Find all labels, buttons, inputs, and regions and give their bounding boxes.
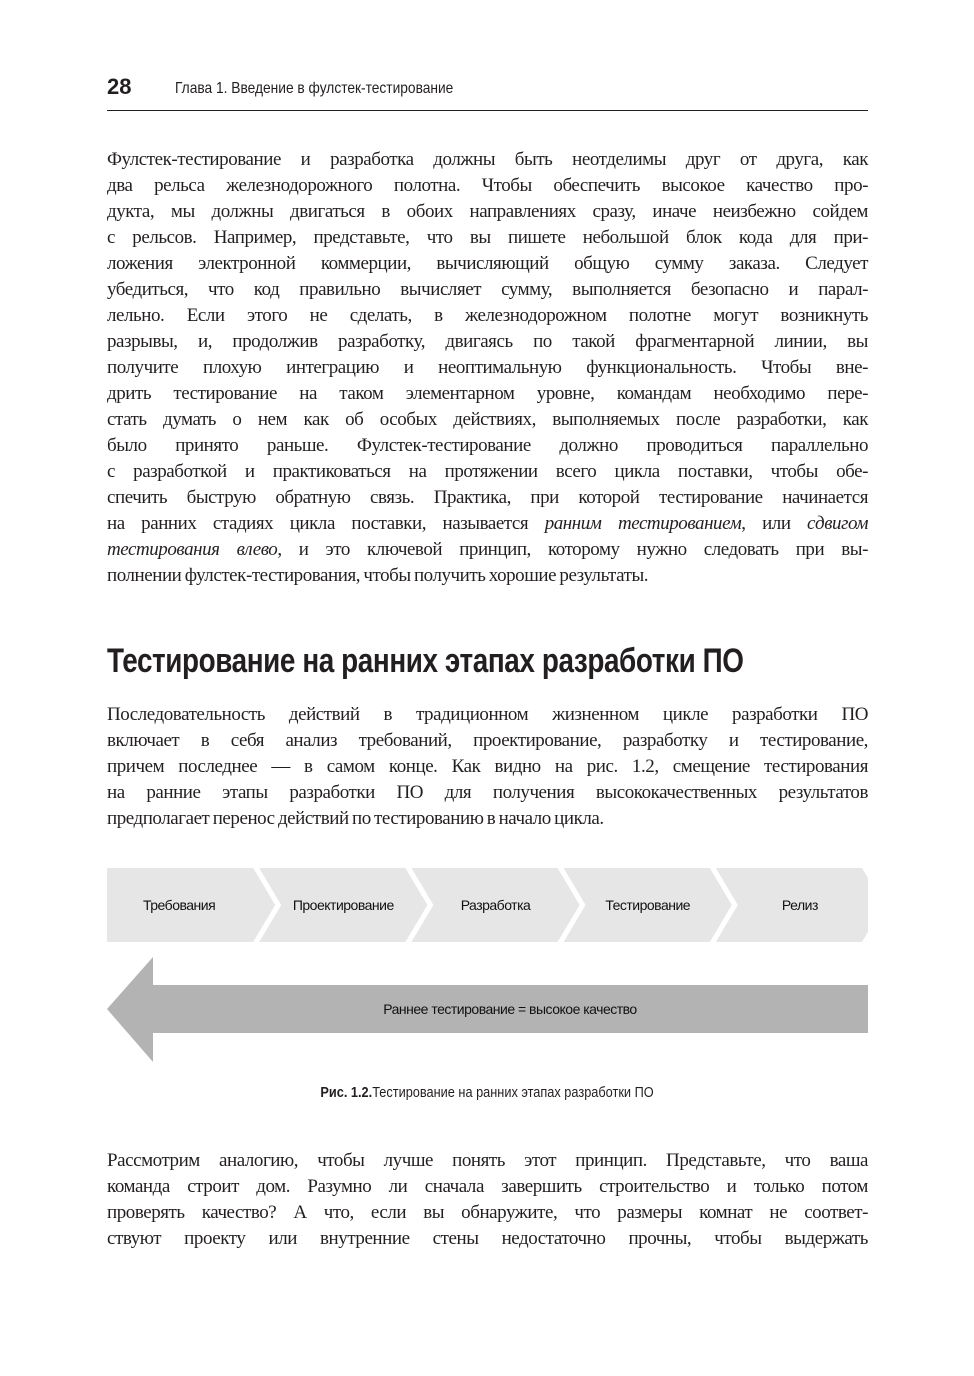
arrow-label: Раннее тестирование = высокое качество [383, 1001, 637, 1017]
text-line [107, 173, 868, 199]
text-line [107, 1226, 868, 1252]
text-line [107, 199, 868, 225]
section-heading: Тестирование на ранних этапах разработки ПО [107, 642, 744, 680]
text-run: , или [741, 513, 808, 534]
figure-caption [0, 1084, 974, 1101]
text-run: команда строит дом. Разумно ли сначала завершить строительство и только потом [107, 1176, 868, 1197]
text-line [107, 702, 868, 728]
text-run: Последовательность действий в традиционном жизненном цикле разработки ПО [107, 704, 868, 725]
text-line [107, 303, 868, 329]
text-run: включает в себя анализ требований, проектирование, разработку и тестирование, [107, 730, 868, 751]
body-paragraph-2 [107, 702, 868, 832]
text-line [107, 355, 868, 381]
text-run: стать думать о нем как об особых действиях, выполняемых после разработки, как [107, 409, 868, 430]
text-line [107, 251, 868, 277]
text-line [107, 329, 868, 355]
stage-label: Проектирование [292, 897, 394, 913]
text-run: ложения электронной коммерции, вычисляющий общую сумму заказа. Следует [107, 253, 868, 274]
text-run: убедиться, что код правильно вычисляет сумму, выполняется безопасно и парал- [107, 279, 868, 300]
text-run: , и это ключевой принцип, которому нужно следовать при вы- [277, 539, 868, 560]
caption-label: Рис. 1.2. [320, 1084, 373, 1101]
text-line [107, 407, 868, 433]
text-line [107, 806, 868, 832]
text-line [107, 1148, 868, 1174]
text-line [107, 433, 868, 459]
text-run: лельно. Если этого не сделать, в железнодорожном полотне могут возникнуть [107, 305, 868, 326]
text-run: на ранних стадиях цикла поставки, называется [107, 513, 545, 534]
text-run: ствуют проекту или внутренние стены недостаточно прочны, чтобы выдержать [107, 1228, 868, 1249]
text-line [107, 459, 868, 485]
text-line [107, 537, 868, 563]
text-run: предполагает перенос действий по тестированию в начало цикла. [107, 808, 604, 829]
text-line [107, 563, 868, 589]
text-line [107, 485, 868, 511]
text-run: с рельсов. Например, представьте, что вы пишете небольшой блок кода для при- [107, 227, 868, 248]
text-run: два рельса железнодорожного полотна. Чтобы обеспечить высокое качество про- [107, 175, 868, 196]
text-run: дрить тестирование на таком элементарном уровне, командам необходимо пере- [107, 383, 868, 404]
caption-text: Тестирование на ранних этапах разработки ПО [372, 1084, 654, 1101]
text-line [107, 1174, 868, 1200]
text-run: проверять качество? А что, если вы обнаружите, что размеры комнат не соответ- [107, 1202, 868, 1223]
text-line [107, 780, 868, 806]
text-line [107, 728, 868, 754]
running-header-title: Глава 1. Введение в фулстек-тестирование [175, 80, 454, 97]
emphasized-term: ранним тестированием [544, 513, 742, 534]
text-line [107, 147, 868, 173]
text-run: с разработкой и практиковаться на протяжении всего цикла поставки, чтобы обе- [107, 461, 868, 482]
text-line [107, 277, 868, 303]
diagram-graphic [107, 868, 868, 1063]
text-run: дукта, мы должны двигаться в обоих направлениях сразу, иначе неизбежно сойдем [107, 201, 868, 222]
text-run: на ранние этапы разработки ПО для получения высококачественных результатов [107, 782, 868, 803]
header-divider [107, 110, 868, 111]
text-run: получите плохую интеграцию и неоптимальную функциональность. Чтобы вне- [107, 357, 868, 378]
body-paragraph-3 [107, 1148, 868, 1252]
figure-shift-left-diagram [107, 868, 868, 1063]
stage-label: Разработка [460, 897, 531, 913]
text-run: Фулстек-тестирование и разработка должны быть неотделимы друг от друга, как [107, 149, 868, 170]
page-number: 28 [107, 74, 132, 99]
text-run: спечить быструю обратную связь. Практика, при которой тестирование начинается [107, 487, 868, 508]
emphasized-term: тестирования влево [107, 539, 278, 560]
text-run: причем последнее — в самом конце. Как видно на рис. 1.2, смещение тестирования [107, 756, 868, 777]
text-line [107, 225, 868, 251]
stage-label: Релиз [781, 897, 818, 913]
text-run: разрывы, и, продолжив разработку, двигаясь по такой фрагментарной линии, вы [107, 331, 868, 352]
emphasized-term: сдвигом [807, 513, 869, 534]
body-paragraph-1 [107, 147, 868, 589]
text-line [107, 754, 868, 780]
text-run: полнении фулстек-тестирования, чтобы получить хорошие результаты. [107, 565, 649, 586]
text-line [107, 381, 868, 407]
stage-label: Тестирование [605, 897, 691, 913]
text-run: было принято раньше. Фулстек-тестирование должно проводиться параллельно [107, 435, 868, 456]
text-line [107, 1200, 868, 1226]
text-run: Рассмотрим аналогию, чтобы лучше понять этот принцип. Представьте, что ваша [107, 1150, 868, 1171]
text-line [107, 511, 868, 537]
stage-label: Требования [143, 897, 216, 913]
